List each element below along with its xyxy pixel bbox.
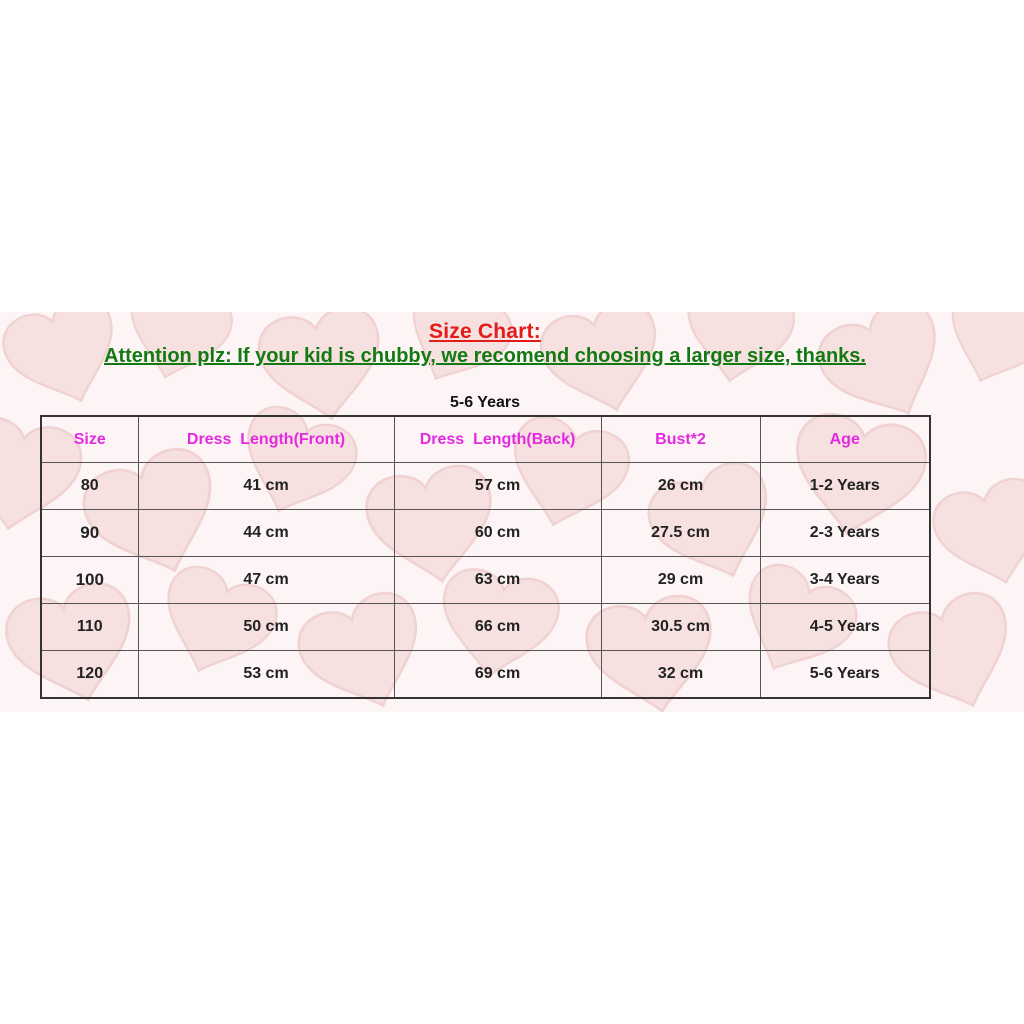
column-header-length-front: Dress Length(Front) [138, 416, 394, 463]
table-row [41, 463, 930, 510]
cell-size: 110 [41, 604, 138, 651]
cell-size: 80 [41, 463, 138, 510]
cell-size: 100 [41, 557, 138, 604]
title-block [0, 320, 970, 368]
table-row [41, 510, 930, 557]
table-header-row [41, 416, 930, 463]
table-row [41, 651, 930, 698]
column-header-age: Age [760, 416, 930, 463]
cell-bust: 32 cm [601, 651, 760, 698]
cell-size: 90 [41, 510, 138, 557]
cell-age: 4-5 Years [760, 604, 930, 651]
cell-bust: 30.5 cm [601, 604, 760, 651]
size-chart-panel [0, 312, 1024, 712]
cell-size: 120 [41, 651, 138, 698]
cell-length-back: 69 cm [394, 651, 601, 698]
cell-length-front: 53 cm [138, 651, 394, 698]
cell-bust: 29 cm [601, 557, 760, 604]
table-row [41, 557, 930, 604]
cell-length-back: 60 cm [394, 510, 601, 557]
cell-age: 5-6 Years [760, 651, 930, 698]
table-row [41, 604, 930, 651]
cell-length-front: 41 cm [138, 463, 394, 510]
cell-age: 3-4 Years [760, 557, 930, 604]
column-header-length-back: Dress Length(Back) [394, 416, 601, 463]
cell-age: 1-2 Years [760, 463, 930, 510]
size-table [40, 415, 931, 699]
cell-length-back: 63 cm [394, 557, 601, 604]
cell-bust: 27.5 cm [601, 510, 760, 557]
cell-length-back: 57 cm [394, 463, 601, 510]
attention-note: Attention plz: If your kid is chubby, we recomend choosing a larger size, thanks. [104, 345, 866, 367]
cell-age: 2-3 Years [760, 510, 930, 557]
cell-length-back: 66 cm [394, 604, 601, 651]
cell-bust: 26 cm [601, 463, 760, 510]
cell-length-front: 44 cm [138, 510, 394, 557]
cell-length-front: 47 cm [138, 557, 394, 604]
column-header-bust: Bust*2 [601, 416, 760, 463]
table-caption: 5-6 Years [450, 394, 520, 411]
size-chart-title: Size Chart: [429, 320, 541, 343]
column-header-size: Size [41, 416, 138, 463]
cell-length-front: 50 cm [138, 604, 394, 651]
